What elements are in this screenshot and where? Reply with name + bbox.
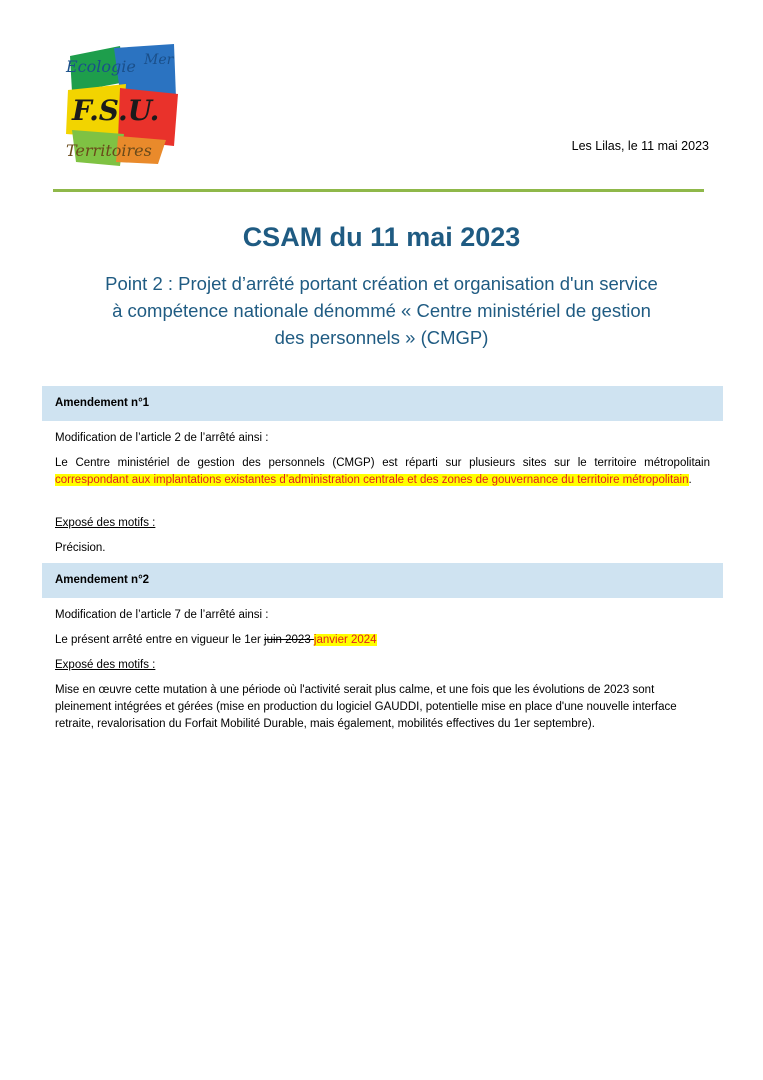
document-date: Les Lilas, le 11 mai 2023 — [571, 139, 709, 153]
fsu-logo — [62, 42, 182, 168]
header-divider — [53, 189, 704, 192]
amendement-2-heading: Amendement n°2 — [42, 563, 723, 598]
amendement-2-text-added: janvier 2024 — [313, 634, 377, 646]
amendement-2-text — [55, 632, 710, 649]
amendement-1-motifs: Précision. — [55, 542, 106, 554]
amendement-2-motifs-label: Exposé des motifs : — [55, 659, 156, 671]
logo-text-top: Ecologie — [66, 57, 136, 76]
amendement-1-modification: Modification de l’article 2 de l’arrêté ainsi : — [55, 432, 269, 444]
logo-text-main: F.S.U. — [72, 94, 160, 127]
document-title: CSAM du 11 mai 2023 — [242, 222, 521, 252]
amendement-1-text-plain: Le Centre ministériel de gestion des personnels (CMGP) est réparti sur plusieurs sites sur le territoire métropolitain — [55, 457, 710, 469]
subtitle-line-1: Point 2 : Projet d’arrêté portant création et organisation d'un service — [105, 273, 658, 294]
logo-text-top-right: Mer — [144, 52, 174, 68]
amendement-2-modification: Modification de l’article 7 de l’arrêté ainsi : — [55, 609, 269, 621]
subtitle-line-3: des personnels » (CMGP) — [274, 327, 489, 348]
subtitle-line-2: à compétence nationale dénommé « Centre ministériel de gestion — [112, 300, 651, 321]
amendement-1-motifs-label: Exposé des motifs : — [55, 517, 156, 529]
amendement-1-text-end: . — [688, 474, 692, 486]
amendement-2-text-struck: juin 2023 — [264, 634, 314, 646]
document-subtitle — [60, 270, 703, 351]
logo-text-bottom: Territoires — [66, 141, 152, 160]
amendement-2-motifs: Mise en œuvre cette mutation à une période où l'activité serait plus calme, et une fois que les évolutions de 2023 sont pleinement intégrées et gérées (mise en production du logiciel GAUDDI, potentielle mise en place d'une nouvelle interface retraite, revalorisation du Forfait Mobilité Durable, mais également, mobilités effectives du 1er septembre). — [55, 684, 677, 730]
amendement-1-text — [55, 455, 710, 489]
amendement-1-text-added: correspondant aux implantations existantes d’administration centrale et des zones de gouvernance du territoire métropolitain — [55, 474, 689, 486]
amendement-1-heading: Amendement n°1 — [42, 386, 723, 421]
amendement-2-text-plain: Le présent arrêté entre en vigueur le 1er — [55, 634, 265, 646]
